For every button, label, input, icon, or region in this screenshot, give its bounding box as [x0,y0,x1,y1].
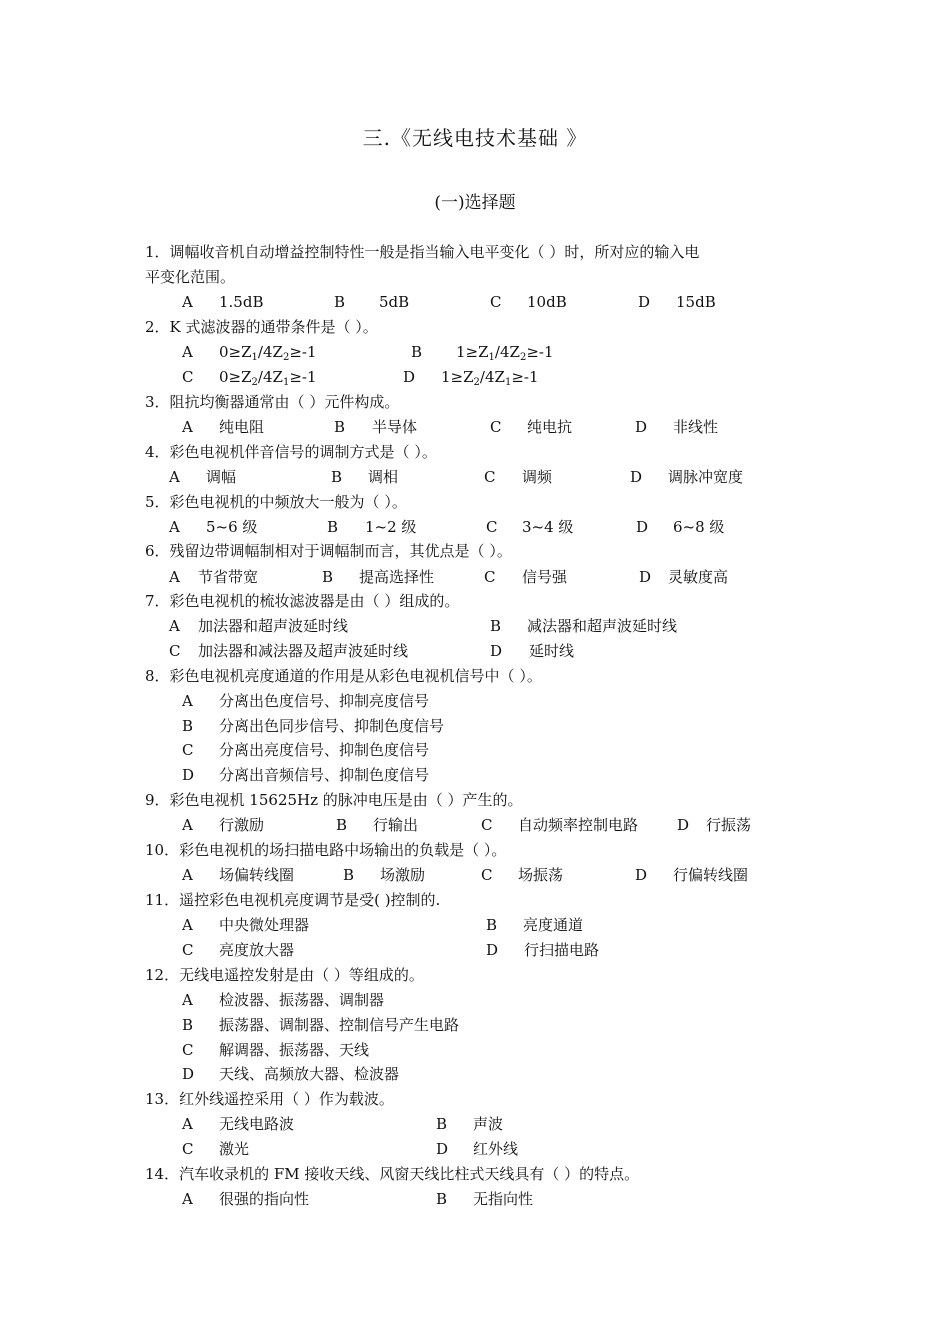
question-1-option-b: 5dB [379,293,410,311]
question-13-option-b: 声波 [473,1115,504,1133]
question-5-option-b: 1~2 级 [365,518,417,536]
question-6-text: 6．残留边带调幅制相对于调幅制而言，其优点是（ ）。 [145,542,512,560]
question-9-option-d-letter: D [677,816,690,834]
document-title: 三.《无线电技术基础 》 [362,126,588,150]
question-7-option-a: 加法器和超声波延时线 [198,617,349,635]
question-1-line-1: 1．调幅收音机自动增益控制特性一般是指当输入电平变化（ ）时，所对应的输入电 [145,243,700,261]
question-6-option-a: 节省带宽 [198,568,259,586]
question-5-text: 5．彩色电视机的中频放大一般为（ ）。 [145,493,407,511]
question-9-text: 9．彩色电视机 15625Hz 的脉冲电压是由（ ）产生的。 [145,791,523,809]
question-4-option-d: 调脉冲宽度 [668,468,744,486]
question-4-option-a: 调幅 [206,468,237,486]
question-10-option-a-letter: A [182,866,193,884]
question-6-option-b: 提高选择性 [359,568,435,586]
question-7-option-c-letter: C [169,642,181,660]
question-7-option-c: 加法器和减法器及超声波延时线 [198,642,409,660]
question-10-option-b-letter: B [343,866,355,884]
question-2-option-d-letter: D [403,368,416,386]
question-7-option-d-letter: D [490,642,503,660]
question-13-option-d-letter: D [436,1140,449,1158]
question-1-line-2: 平变化范围。 [145,268,236,286]
question-5-option-a-letter: A [169,518,180,536]
question-2-option-c-letter: C [182,368,194,386]
question-4-option-b-letter: B [331,468,343,486]
question-10-option-c-letter: C [481,866,493,884]
question-3-option-c-letter: C [490,418,502,436]
question-8-option-d-letter: D [182,766,195,784]
question-8-option-b-letter: B [182,717,194,735]
question-12-option-a: 检波器、振荡器、调制器 [219,991,385,1009]
question-11-option-d: 行扫描电路 [524,941,600,959]
question-9-option-c: 自动频率控制电路 [518,816,639,834]
question-14-option-a: 很强的指向性 [219,1190,310,1208]
question-11-text: 11．遥控彩色电视机亮度调节是受( )控制的. [145,891,441,909]
question-13-option-a-letter: A [182,1115,193,1133]
question-4-option-a-letter: A [169,468,180,486]
question-3-option-c: 纯电抗 [527,418,573,436]
question-4-option-b: 调相 [368,468,399,486]
question-5-option-d: 6~8 级 [673,518,725,536]
question-12-option-a-letter: A [182,991,193,1009]
question-5-option-b-letter: B [327,518,339,536]
question-2-option-d: $1\ge Z_2/4Z_1\ge-1$ [441,368,539,388]
question-3-option-d-letter: D [635,418,648,436]
question-10-option-d: 行偏转线圈 [673,866,749,884]
question-10-option-c: 场振荡 [518,866,564,884]
question-7-option-b: 减法器和超声波延时线 [527,617,678,635]
question-5-option-c-letter: C [486,518,498,536]
question-2-option-b: $1\ge Z_1/4Z_2\ge-1$ [456,343,554,363]
question-12-option-b-letter: B [182,1016,194,1034]
question-1-option-c-letter: C [490,293,502,311]
question-6-option-d-letter: D [639,568,652,586]
question-3-option-a: 纯电阻 [219,418,265,436]
question-8-option-c-letter: C [182,741,194,759]
question-7-option-a-letter: A [169,617,180,635]
question-2-option-b-letter: B [411,343,423,361]
question-8-option-d: 分离出音频信号、抑制色度信号 [219,766,430,784]
question-11-option-b: 亮度通道 [523,916,584,934]
question-8-option-a: 分离出色度信号、抑制亮度信号 [219,692,430,710]
question-11-option-d-letter: D [486,941,499,959]
question-9-option-a: 行激励 [219,816,265,834]
question-11-option-a-letter: A [182,916,193,934]
question-13-text: 13．红外线遥控采用（ ）作为载波。 [145,1090,394,1108]
question-6-option-b-letter: B [322,568,334,586]
question-13-option-c-letter: C [182,1140,194,1158]
question-12-option-c: 解调器、振荡器、天线 [219,1041,370,1059]
question-7-option-b-letter: B [490,617,502,635]
question-9-option-b-letter: B [336,816,348,834]
question-10-option-d-letter: D [635,866,648,884]
question-1-option-a: 1.5dB [219,293,264,311]
question-13-option-c: 激光 [219,1140,250,1158]
question-11-option-c-letter: C [182,941,194,959]
question-9-option-a-letter: A [182,816,193,834]
question-10-option-a: 场偏转线圈 [219,866,295,884]
question-13-option-d: 红外线 [473,1140,519,1158]
question-6-option-a-letter: A [169,568,180,586]
question-1-option-d: 15dB [676,293,716,311]
question-5-option-a: 5~6 级 [206,518,258,536]
question-12-text: 12．无线电遥控发射是由（ ）等组成的。 [145,966,424,984]
question-1-option-a-letter: A [182,293,193,311]
question-2-option-c: $0\ge Z_2/4Z_1\ge-1$ [219,368,317,388]
question-12-option-b: 振荡器、调制器、控制信号产生电路 [219,1016,460,1034]
section-heading: (一)选择题 [434,193,516,213]
question-6-option-c: 信号强 [522,568,568,586]
question-8-option-b: 分离出色同步信号、抑制色度信号 [219,717,445,735]
question-13-option-b-letter: B [436,1115,448,1133]
question-3-option-d: 非线性 [673,418,719,436]
question-3-option-b: 半导体 [372,418,418,436]
question-6-option-c-letter: C [484,568,496,586]
question-14-text: 14．汽车收录机的 FM 接收天线、风窗天线比柱式天线具有（ ）的特点。 [145,1165,640,1183]
question-5-option-c: 3~4 级 [522,518,574,536]
question-9-option-d: 行振荡 [706,816,752,834]
question-13-option-a: 无线电路波 [219,1115,295,1133]
question-12-option-c-letter: C [182,1041,194,1059]
question-12-option-d-letter: D [182,1065,195,1083]
question-9-option-b: 行输出 [373,816,419,834]
question-11-option-a: 中央微处理器 [219,916,310,934]
question-12-option-d: 天线、高频放大器、检波器 [219,1065,400,1083]
question-10-option-b: 场激励 [380,866,426,884]
question-2-text: 2．K 式滤波器的通带条件是（ ）。 [145,318,378,336]
question-1-option-d-letter: D [638,293,651,311]
question-8-text: 8．彩色电视机亮度通道的作用是从彩色电视机信号中（ ）。 [145,667,542,685]
question-6-option-d: 灵敏度高 [668,568,729,586]
question-1-option-b-letter: B [334,293,346,311]
question-8-option-a-letter: A [182,692,193,710]
question-11-option-c: 亮度放大器 [219,941,295,959]
question-9-option-c-letter: C [481,816,493,834]
question-14-option-a-letter: A [182,1190,193,1208]
question-4-option-c-letter: C [484,468,496,486]
question-2-option-a-letter: A [182,343,193,361]
question-11-option-b-letter: B [486,916,498,934]
question-8-option-c: 分离出亮度信号、抑制色度信号 [219,741,430,759]
question-4-text: 4．彩色电视机伴音信号的调制方式是（ ）。 [145,443,437,461]
question-10-text: 10．彩色电视机的场扫描电路中场输出的负载是（ ）。 [145,841,507,859]
question-14-option-b-letter: B [436,1190,448,1208]
question-4-option-c: 调频 [522,468,553,486]
question-14-option-b: 无指向性 [473,1190,534,1208]
question-7-text: 7．彩色电视机的梳妆滤波器是由（ ）组成的。 [145,592,460,610]
question-3-option-a-letter: A [182,418,193,436]
question-3-option-b-letter: B [334,418,346,436]
question-3-text: 3．阻抗均衡器通常由（ ）元件构成。 [145,393,400,411]
question-2-option-a: $0\ge Z_1/4Z_2\ge-1$ [219,343,317,363]
question-1-option-c: 10dB [527,293,567,311]
question-5-option-d-letter: D [636,518,649,536]
question-7-option-d: 延时线 [529,642,575,660]
question-4-option-d-letter: D [630,468,643,486]
